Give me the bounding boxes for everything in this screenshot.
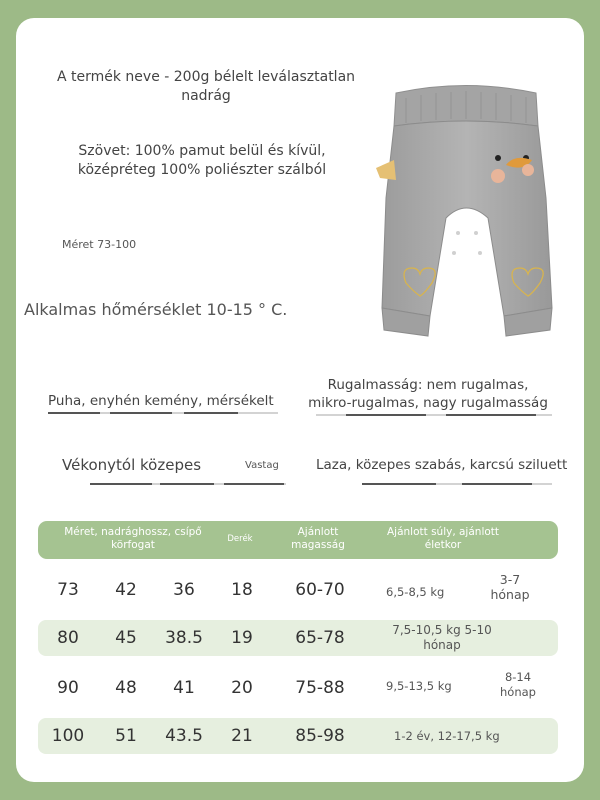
temperature-info: Alkalmas hőmérséklet 10-15 ° C. [24,300,288,319]
thickness-end-label: Vastag [245,460,279,471]
thickness-label: Vékonytól közepes [62,456,202,474]
cell-height: 85-98 [295,726,345,746]
table-row [16,668,584,704]
cell-length: 48 [115,678,137,698]
product-card [16,18,584,782]
fit-label: Laza, közepes szabás, karcsú sziluett [316,457,568,473]
size-table-header [38,521,558,559]
cell-hip: 41 [173,678,195,698]
header-waist: Derék [227,534,253,544]
thickness-bar [90,483,286,486]
cell-size: 100 [51,726,85,746]
pants-image [366,68,566,338]
cell-weight: 7,5-10,5 kg 5-10 hónap [392,623,492,652]
cell-weight: 6,5-8,5 kg [386,585,445,599]
table-row [16,572,584,608]
cell-size: 90 [57,678,79,698]
cell-length: 42 [115,580,137,600]
header-size-group: Méret, nadrághossz, csípő körfogat [64,526,202,551]
cell-hip: 43.5 [165,726,203,746]
cell-age: 8-14 hónap [500,670,536,699]
elasticity-label: Rugalmasság: nem rugalmas, mikro-rugalmas, nagy rugalmasság [308,377,548,411]
cell-waist: 20 [231,678,253,698]
table-row [38,620,558,656]
cell-length: 51 [115,726,137,746]
cell-waist: 19 [231,628,253,648]
fabric-info: Szövet: 100% pamut belül és kívül, középréteg 100% poliészter szálból [77,143,327,178]
softness-bar [48,412,278,415]
table-row [38,718,558,754]
cell-height: 60-70 [295,580,345,600]
cell-height: 75-88 [295,678,345,698]
header-height: Ajánlott magasság [291,526,345,551]
cell-waist: 21 [231,726,253,746]
size-range: Méret 73-100 [62,238,137,251]
cell-length: 45 [115,628,137,648]
cell-weight: 9,5-13,5 kg [386,679,452,693]
cell-size: 73 [57,580,79,600]
cell-weight: 1-2 év, 12-17,5 kg [394,729,500,743]
cell-height: 65-78 [295,628,345,648]
header-weight-age: Ajánlott súly, ajánlott életkor [386,526,500,551]
cell-hip: 38.5 [165,628,203,648]
softness-label: Puha, enyhén kemény, mérsékelt [48,393,274,409]
cell-size: 80 [57,628,79,648]
cell-waist: 18 [231,580,253,600]
cell-age: 3-7 hónap [490,572,530,602]
fit-bar [362,483,552,486]
product-name: A termék neve - 200g bélelt leválasztatlan nadrág [56,69,356,104]
cell-hip: 36 [173,580,195,600]
elasticity-bar [316,414,552,417]
